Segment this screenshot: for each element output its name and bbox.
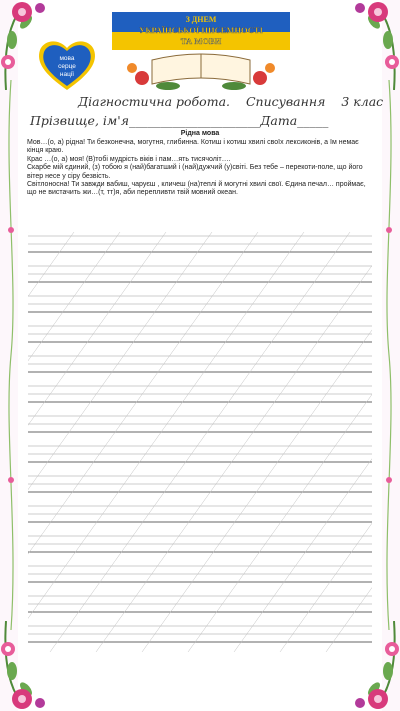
banner-line-2: УКРАЇНСЬКОЇ ПИСЕМНОСТІ xyxy=(139,25,263,35)
floral-border-left xyxy=(2,80,20,630)
heart-text-3: нації xyxy=(59,71,75,78)
slant-line xyxy=(28,232,304,652)
holiday-banner xyxy=(112,8,290,92)
slant-line xyxy=(142,232,372,652)
grade-label: 3 клас xyxy=(341,94,384,109)
paragraph: Скарбе мій єдиний, (з) тобою я (най)багатший і (най)дужчий (у)світі. Без тебе – перекоти-поле, що його вітер несе у сіру безвість. xyxy=(27,164,363,180)
slant-line xyxy=(188,232,372,652)
text-title: Рідна мова xyxy=(180,130,220,137)
slant-line xyxy=(50,232,350,652)
heart-text-1: мова xyxy=(59,55,75,62)
slant-line xyxy=(28,232,258,652)
slant-line xyxy=(28,232,212,652)
banner-line-3: ТА МОВИ xyxy=(180,36,222,46)
task-type: Списування xyxy=(245,94,326,109)
slant-line xyxy=(280,232,372,652)
slant-line xyxy=(28,232,74,652)
handwriting-lines xyxy=(28,232,372,652)
slant-line xyxy=(28,232,120,652)
floral-border-right xyxy=(380,80,398,630)
copy-text xyxy=(27,139,373,198)
name-date-line: Прізвище, ім'я_____________________Дата_____ xyxy=(30,113,329,128)
heart-text-2: серце xyxy=(58,63,76,70)
work-type-title: Діагностична робота. xyxy=(78,94,230,109)
banner-line-1: З ДНЕМ xyxy=(185,15,217,24)
paragraph: Світлоносна! Ти завжди вабиш, чаруєш , кличеш (на)теплі й могутні хвилі свої. Єдина печал… проймає, що не вистачить жи…(т, тт)я, аби перепливти твій мовний океан. xyxy=(27,181,366,197)
paragraph: Мов…(о, а) рідна! Ти безконечна, могутня, глибинна. Котиш і котиш хвилі своїх лексиконів, а їм немає кінця краю. xyxy=(27,139,359,155)
worksheet-header xyxy=(78,94,384,109)
language-heart-logo xyxy=(36,38,98,92)
floral-corner-top-right xyxy=(340,0,400,90)
paragraph: Крас …(о, а) моя! (В)тобі мудрість віків і пам…ять тисячоліт…. xyxy=(27,155,231,163)
slant-line xyxy=(326,232,372,652)
slant-line xyxy=(96,232,372,652)
